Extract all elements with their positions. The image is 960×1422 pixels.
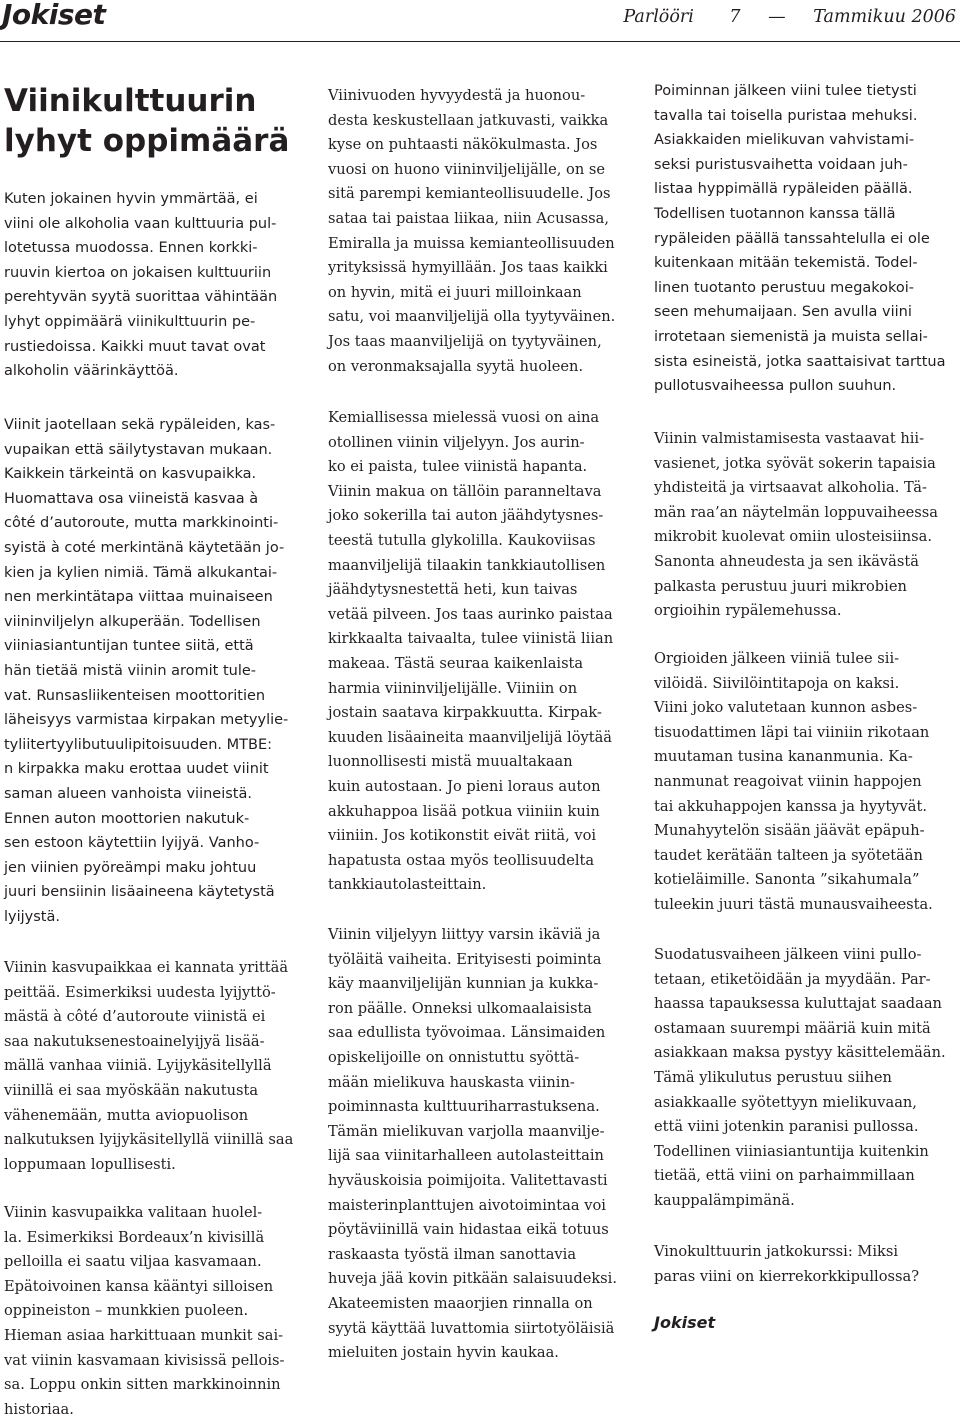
issue-number: 7	[729, 7, 741, 27]
paragraph-intro: Kuten jokainen hyvin ymmärtää, ei viini ole alkoholia vaan kulttuuria pul- lotetussa muodossa. Ennen korkki- ruuvin kiertoa on jokaisen kulttuuriin perehtyvän syytä suorittaa vähintään lyhyt oppimäärä viinikulttuurin pe- rustiedoissa. Kaikki muut tavat ovat alkoholin väärinkäyttöä.	[4, 191, 278, 380]
paragraph-fermentation: Viinin valmistamisesta vastaavat hii- vasienet, jotka syövät sokerin tapaisia yhdisteitä ja virtsaavat alkoholia. Tä- män raa’an näytelmän loppuvaiheessa mikrobit kuolevat omiin ulosteisiinsa. Sanonta ahneudesta ja sen ikävästä palkasta perustuu juuri mikrobien orgioihin rypälemehussa.	[654, 430, 938, 620]
author-signature: Jokiset	[654, 1313, 716, 1332]
paragraph-location: Viinin kasvupaikka valitaan huolel- la. Esimerkiksi Bordeaux’n kivisillä pelloilla ei saatu viljaa kasvamaan. Epätoivoinen kansa kääntyi silloisen oppineiston – munkkien puoleen. Hieman asiaa harkittuaan munkit sai- vat viinin kasvamaan kivisissä pellois- sa. Loppu onkin sitten markkinoinnin historiaa.	[4, 1204, 285, 1418]
paragraph-origin: Viinin kasvupaikkaa ei kannata yrittää peittää. Esimerkiksi uudesta lyijyttö- mästä à côté d’autoroute viinistä ei saa nakutuksenestoainelyijyä lisää- mällä vanhaa viiniä. Lyijykäsitellyllä viinillä ei saa myöskään nakutusta vähenemään, mutta aviopuolison nalkutuksen lyijykäsitellyllä viinillä saa loppumaan lopullisesti.	[4, 959, 294, 1173]
paragraph-pressing: Poiminnan jälkeen viini tulee tietysti tavalla tai toisella puristaa mehuksi. Asiakkaiden mielikuvan vahvistami- seksi puristusvaihetta voidaan juh- listaa hyppimällä rypäleiden päällä. Todellisen tuotannon kanssa tällä rypäleiden päällä tanssahtelulla ei ole kuitenkaan mitään tekemistä. Todel- linen tuotanto perustuu megakokoi- seen mehumaijaan. Sen avulla viini irrotetaan siemenistä ja muista sellai- sista esineistä, jotka saattaisivat tarttua pullotusvaiheessa pullon suuhun.	[654, 83, 946, 395]
paragraph-vintage: Viinivuoden hyvyydestä ja huonou- desta keskustellaan jatkuvasti, vaikka kyse on puhtaasti näkökulmasta. Jos vuosi on huono viininviljelijälle, on se sitä parempi kemianteollisuudelle. Jos sataa tai paistaa liikaa, niin Acusassa, Emiralla ja muissa kemianteollisuuden yrityksissä hymyillään. Jos taas kaikki on hyvin, mitä ei juuri milloinkaan satu, voi maanviljelijä olla tyytyväinen. Jos taas maanviljelijä on tyytyväinen, on veronmaksajalla syytä huoleen.	[328, 87, 616, 375]
header-meta	[623, 7, 956, 27]
paragraph-harvest: Viinin viljelyyn liittyy varsin ikäviä ja työläitä vaiheita. Erityisesti poiminta käy maanviljelijän kunnian ja kukka- ron päälle. Onneksi ulkomaalaisista saa edullista työvoimaa. Länsimaiden opiskelijoille on onnistuttu syöttä- mään mielikuva hauskasta viinin- poiminnasta kulttuuriharrastuksena. Tämän mielikuvan varjolla maanvilje- lijä saa viinitarhalleen autolasteittain hyväuskoisia poimijoita. Valitettavasti maisterinplanttujen aivotoimintaa voi pöytäviinillä vain hidastaa eikä totuus raskaasta työstä ilman sanottavia huveja jää kovin pitkään salaisuudeksi. Akateemisten maaorjien rinnalla on syytä käyttää luvattomia siirtotyöläisiä mieluiten jostain hyvin kaukaa.	[328, 926, 617, 1362]
header-separator: —	[768, 7, 786, 27]
masthead: Jokiset	[2, 0, 106, 31]
article-title: Viinikulttuurin lyhyt oppimäärä	[4, 83, 290, 159]
issue-date: Tammikuu 2006	[813, 7, 956, 27]
header-rule	[0, 41, 960, 42]
paragraph-chemistry: Kemiallisessa mielessä vuosi on aina otollinen viinin viljelyyn. Jos aurin- ko ei paista, tulee viinistä hapanta. Viinin makua on tällöin paranneltava joko sokerilla tai auton jäähdytysnes- teestä tutulla glykolilla. Kaukoviisas maanviljelijä tilaakin tankkiautollisen jäähdytysnestettä heti, kun taivas vetää pilveen. Jos taas aurinko paistaa kirkkaalta taivaalta, tulee viinistä liian makeaa. Tästä seuraa kaikenlaista harmia viininviljelijälle. Viiniin on jostain saatava kirpakkuutta. Kirpak- kuuden lisäaineita maanviljelijä löytää luonnollisesti mistä muualtakaan kuin autostaan. Jo pieni loraus auton akkuhappoa lisää potkua viiniin kuin viiniin. Jos kotikonstit eivät riitä, voi hapatusta ostaa myös teollisuudelta tankkiautolasteittain.	[328, 409, 614, 894]
paragraph-bottling: Suodatusvaiheen jälkeen viini pullo- tetaan, etiketöidään ja myydään. Par- haassa tapauksessa kuluttajat saadaan ostamaan suurempi määriä kuin mitä asiakkaan maksa pystyy käsittelemään. Tämä ylikulutus perustuu siihen asiakkaalle syötettyyn mielikuvaan, että viini jotenkin paranisi pullossa. Todellinen viiniasiantuntija kuitenkin tietää, että viini on parhaimmillaan kauppalämpimänä.	[654, 946, 946, 1209]
paragraph-next-course: Vinokulttuurin jatkokurssi: Miksi paras viini on kierrekorkkipullossa?	[654, 1243, 920, 1285]
page-header	[0, 0, 960, 40]
publication-name: Parlööri	[623, 7, 694, 27]
paragraph-filtering: Orgioiden jälkeen viiniä tulee sii- vilöidä. Siivilöintitapoja on kaksi. Viini joko valutetaan kunnon asbes- tisuodattimen läpi tai viiniin rikotaan muutaman tusina kananmunia. Ka- nanmunat reagoivat viinin happojen tai akkuhappojen kanssa ja hyytyvät. Munahyytelön sisään jäävät epäpuh- taudet kerätään talteen ja syötetään kotieläimille. Sanonta ”sikahumala” tuleekin juuri tästä munausvaiheesta.	[654, 650, 933, 913]
paragraph-classification: Viinit jaotellaan sekä rypäleiden, kas- vupaikan että säilytystavan mukaan. Kaikkein tärkeintä on kasvupaikka. Huomattava osa viineistä kasvaa à côté d’autoroute, mutta markkinointi- syistä à coté merkintänä käytetään jo- kien ja kylien nimiä. Tämä alkukantai- nen merkintätapa viittaa muinaiseen viininviljelyn alkuperään. Todellisen viiniasiantuntijan tuntee siitä, että hän tietää mistä viinin aromit tule- vat. Runsasliikenteisen moottoritien läheisyys varmistaa kirpakan metyylie- tyliitertyylibutuulipitoisuuden. MTBE: n kirpakka maku erottaa uudet viinit saman alueen vanhoista viineistä. Ennen auton moottorien nakutuk- sen estoon käytettiin lyijyä. Vanho- jen viinien pyöreämpi maku johtuu juuri bensiinin lisäaineena käytetystä lyijystä.	[4, 417, 289, 925]
